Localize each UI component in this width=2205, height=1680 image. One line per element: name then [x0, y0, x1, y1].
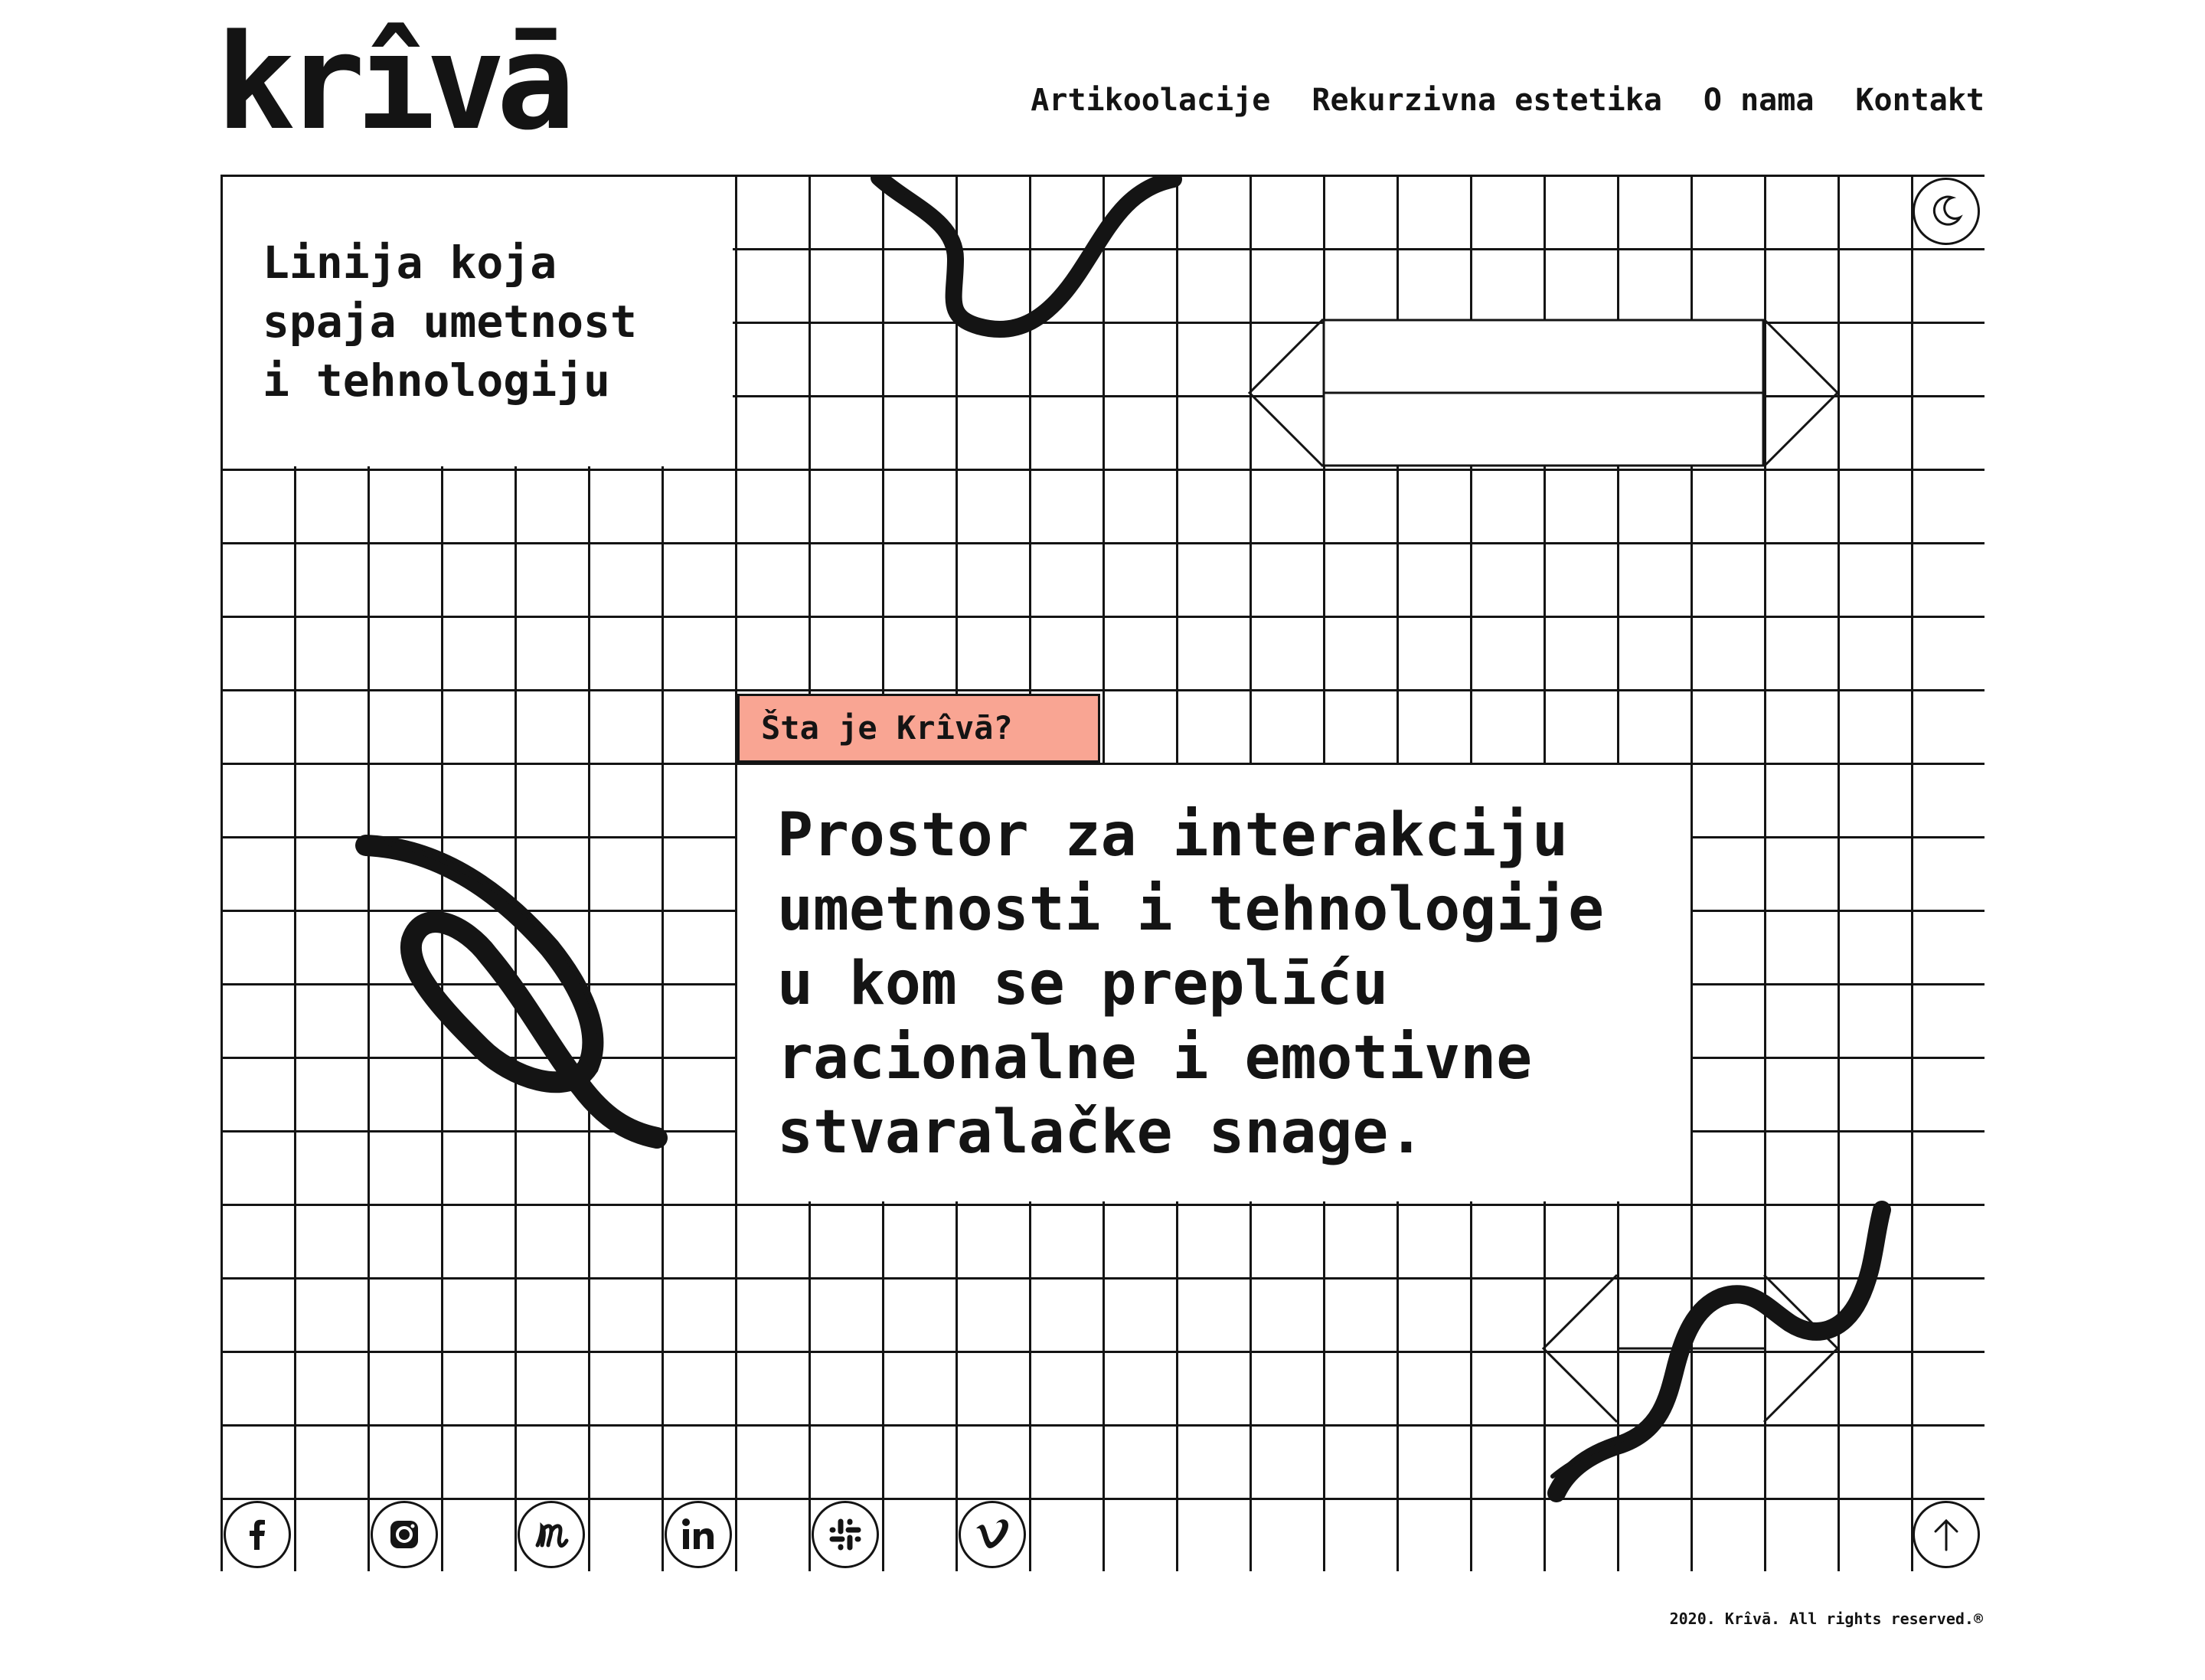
intro-panel — [737, 765, 1690, 1201]
nav-item-kontakt[interactable]: Kontakt — [1855, 83, 1984, 118]
vimeo-icon — [973, 1516, 1011, 1553]
medium-icon — [531, 1516, 571, 1553]
vimeo-link[interactable] — [959, 1501, 1026, 1568]
main-nav — [1031, 83, 1984, 118]
copyright: 2020. Krîvā. All rights reserved.® — [1669, 1610, 1983, 1628]
slack-link[interactable] — [812, 1501, 879, 1568]
nav-item-artikoolacije[interactable]: Artikoolacije — [1031, 83, 1271, 118]
instagram-link[interactable] — [371, 1501, 438, 1568]
instagram-icon — [386, 1516, 423, 1553]
intro-text: Prostor za interakciju umetnosti i tehnologije u kom se preplīću racionalne i emotivne stvaralačke snage. — [777, 801, 1605, 1167]
arrow-up-icon — [1926, 1515, 1966, 1554]
theme-toggle-button[interactable] — [1913, 178, 1980, 245]
moon-icon — [1926, 191, 1966, 231]
grid-board — [220, 175, 1984, 1571]
facebook-link[interactable] — [224, 1501, 291, 1568]
slack-icon — [826, 1515, 864, 1554]
logo[interactable]: krîvā — [216, 5, 567, 159]
nav-item-rekurzivna-estetika[interactable]: Rekurzivna estetika — [1312, 83, 1662, 118]
linkedin-link[interactable] — [665, 1501, 732, 1568]
what-is-kriva-label: Šta je Krîvā? — [737, 694, 1100, 763]
tagline-text: Linija koja spaja umetnost i tehnologiju — [263, 237, 637, 407]
tagline-panel — [223, 177, 733, 466]
back-to-top-button[interactable] — [1913, 1501, 1980, 1568]
nav-item-o-nama[interactable]: O nama — [1703, 83, 1815, 118]
facebook-icon — [239, 1516, 276, 1553]
medium-link[interactable] — [518, 1501, 585, 1568]
linkedin-icon — [679, 1516, 717, 1553]
